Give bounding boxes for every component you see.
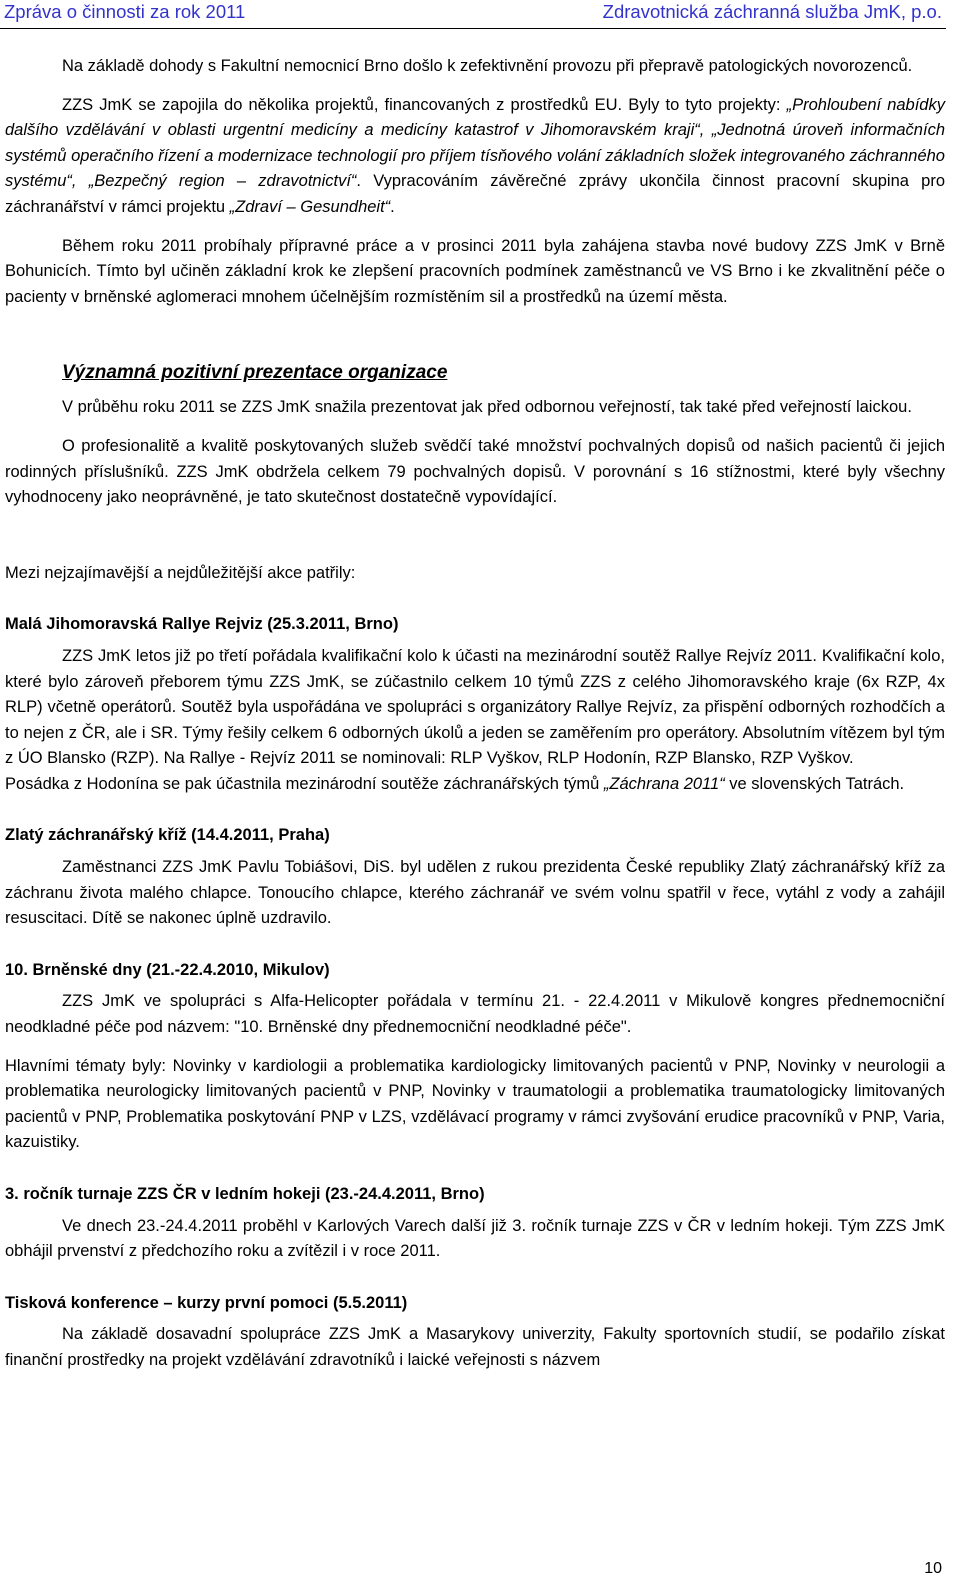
- rallye-text-a: Posádka z Hodonína se pak účastnila mezinárodní soutěže záchranářských týmů: [5, 774, 604, 793]
- event-text-cross: Zaměstnanci ZZS JmK Pavlu Tobiášovi, DiS. byl udělen z rukou prezidenta České republiky Zlatý záchranářský kříž za záchranu života malého chlapce. Tonoucího chlapce, kterého záchranář ve svém volnu spatřil v řece, vytáhl z vody a zahájil resuscitaci. Dítě se nakonec úplně uzdravilo.: [5, 858, 945, 928]
- eu-projects-text: ZZS JmK se zapojila do několika projektů, financovaných z prostředků EU. Byly to tyto projekty:: [62, 95, 787, 114]
- eu-projects-list: „Prohloubení nabídky dalšího vzdělávání v oblasti urgentní medicíny a medicíny katastrof v Jihomoravském kraji“, „Jednotná úroveň informačních systémů operačního řízení a modernizace technologií pro příjem tísňového volání základních složek integrovaného záchranného systému“, „Bezpečný region – zdravotnictví“: [5, 95, 945, 191]
- eu-projects-text-2: . Vypracováním závěrečné zprávy ukončila činnost pracovní skupina pro záchranářství v rámci projektu: [5, 172, 945, 216]
- page-header: [0, 0, 946, 29]
- eu-projects-end: .: [390, 197, 395, 216]
- event-text-rallye: ZZS JmK letos již po třetí pořádala kvalifikační kolo k účasti na mezinárodní soutěž Rallye Rejvíz 2011. Kvalifikační kolo, které bylo zároveň přeborem týmu ZZS JmK, se zúčastnilo celkem 10 týmů ZZS z celého Jihomoravského kraje (6x RZP, 4x RLP) včetně operátorů. Soutěž byla uspořádána ve spolupráci s organizátory Rallye Rejvíz, za přispění odborných rozhodčích a to nejen z ČR, ale i SR. Týmy řešily celkem 6 odborných úkolů a jeden se zaměřením pro operátory. Absolutním vítězem byl tým z ÚO Blansko (RZP). Na Rallye - Rejvíz 2011 se nominovali: RLP Vyškov, RLP Hodonín, RZP Blansko, RZP Vyškov.: [5, 646, 945, 768]
- header-report-title: Zpráva o činnosti za rok 2011: [4, 1, 246, 22]
- header-organization: Zdravotnická záchranná služba JmK, p.o.: [602, 1, 942, 22]
- rallye-text-b: ve slovenských Tatrách.: [724, 774, 905, 793]
- document-body: [5, 54, 945, 1374]
- event-text-press: Na základě dosavadní spolupráce ZZS JmK a Masarykovy univerzity, Fakulty sportovních studií, se podařilo získat finanční prostředky na projekt vzdělávání zdravotníků i laické veřejnosti s názvem: [5, 1325, 945, 1369]
- paragraph-eu-projects: [5, 93, 945, 221]
- event-title-rallye: Malá Jihomoravská Rallye Rejviz (25.3.2011, Brno): [5, 615, 399, 634]
- event-text-rallye-2: [5, 772, 945, 798]
- paragraph-letters: O profesionalitě a kvalitě poskytovaných služeb svědčí také množství pochvalných dopisů od našich pacientů či jejich rodinných příslušníků. ZZS JmK obdržela celkem 79 pochvalných dopisů. V porovnání s 16 stížnostmi, které byly všechny vyhodnoceny jako neoprávněné, je tato skutečnost dostatečně vypovídající.: [5, 436, 945, 507]
- paragraph-presentation: V průběhu roku 2011 se ZZS JmK snažila prezentovat jak před odbornou veřejností, tak také před veřejností laickou.: [62, 398, 912, 417]
- event-text-brno-days-topics: Hlavními tématy byly: Novinky v kardiologii a problematika kardiologicky limitovaných pacientů v PNP, Novinky v neurologii a problematika neurologicky limitovaných pacientů v PNP, Novinky v traumatologii a problematika traumatologicky limitovaných pacientů v PNP, Problematika poskytování PNP v LZS, vzdělávací programy v rámci zvyšování erudice pracovníků v PNP, Varia, kazuistiky.: [5, 1056, 945, 1152]
- event-text-hockey: Ve dnech 23.-24.4.2011 proběhl v Karlových Varech další již 3. ročník turnaje ZZS v ČR v ledním hokeji. Tým ZZS JmK obhájil prvenství z předchozího roku a zvítězil i v roce 2011.: [5, 1216, 945, 1261]
- section-title: Významná pozitivní prezentace organizace: [62, 362, 448, 384]
- events-lead: Mezi nejzajímavější a nejdůležitější akce patřily:: [5, 563, 356, 582]
- paragraph-new-building: Během roku 2011 probíhaly přípravné práce a v prosinci 2011 byla zahájena stavba nové budovy ZZS JmK v Brně Bohunicích. Tímto byl učiněn základní krok ke zlepšení pracovních podmínek zaměstnanců ve VS Brno i ke zkvalitnění péče o pacienty v brněnské aglomeraci mnohem účelnějším rozmístěním sil a prostředků na území města.: [5, 236, 945, 306]
- event-title-brno-days: 10. Brněnské dny (21.-22.4.2010, Mikulov): [5, 960, 330, 979]
- page-number: 10: [924, 1560, 942, 1577]
- event-title-hockey: 3. ročník turnaje ZZS ČR v ledním hokeji (23.-24.4.2011, Brno): [5, 1185, 485, 1203]
- project-name-zdravi: „Zdraví – Gesundheit“: [229, 197, 391, 216]
- event-title-cross: Zlatý záchranářský kříž (14.4.2011, Praha): [5, 826, 330, 845]
- event-text-brno-days: ZZS JmK ve spolupráci s Alfa-Helicopter pořádala v termínu 21. - 22.4.2011 v Mikulově kongres přednemocniční neodkladné péče pod názvem: "10. Brněnské dny přednemocniční neodkladné péče".: [5, 992, 945, 1037]
- event-title-press: Tisková konference – kurzy první pomoci (5.5.2011): [5, 1293, 408, 1312]
- paragraph-newborn-transport: Na základě dohody s Fakultní nemocnicí Brno došlo k zefektivnění provozu při přepravě patologických novorozenců.: [62, 57, 913, 75]
- rallye-competition-name: „Záchrana 2011“: [603, 774, 725, 793]
